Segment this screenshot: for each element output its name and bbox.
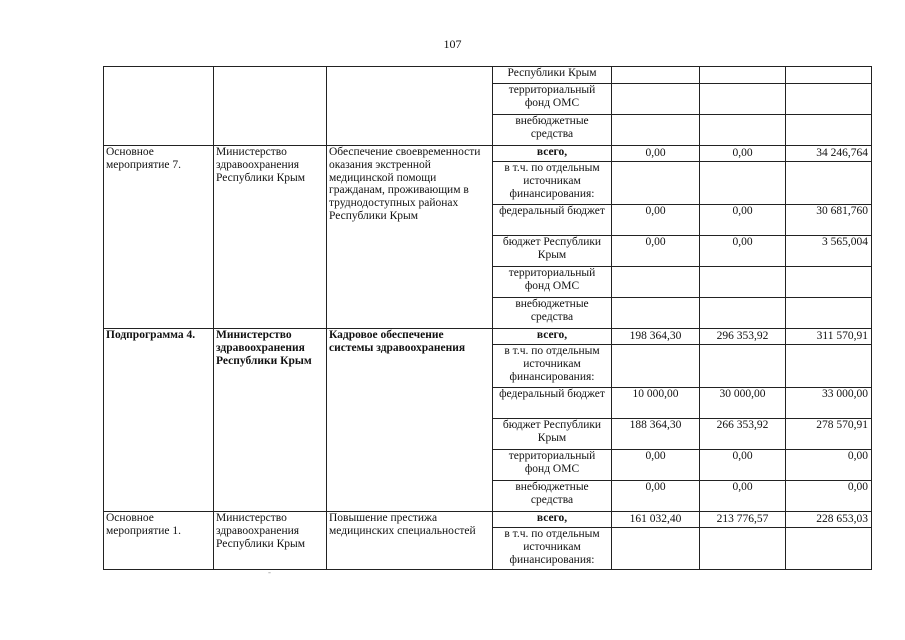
m7-total-2023: 0,00 xyxy=(700,146,786,162)
value-cell xyxy=(700,267,786,298)
value-cell xyxy=(700,298,786,329)
value-cell xyxy=(700,115,786,146)
p4-budget-rk-2023: 266 353,92 xyxy=(700,419,786,450)
cell-title xyxy=(327,67,493,146)
value-cell xyxy=(786,528,872,570)
p4-extra-2023: 0,00 xyxy=(700,481,786,512)
value-cell xyxy=(786,115,872,146)
p4-federal-2023: 30 000,00 xyxy=(700,388,786,419)
m1-total-label: всего, xyxy=(493,512,612,528)
p4-total-2022: 198 364,30 xyxy=(612,329,700,345)
value-cell xyxy=(612,162,700,205)
m7-incl-label: в т.ч. по отдельным источникам финансирования: xyxy=(493,162,612,205)
m7-name: Основное мероприятие 7. xyxy=(104,146,214,329)
p4-federal-2024: 33 000,00 xyxy=(786,388,872,419)
p4-title: Кадровое обеспечение системы здравоохранения xyxy=(327,329,493,512)
m1-title: Повышение престижа медицинских специальностей xyxy=(327,512,493,570)
value-cell xyxy=(612,84,700,115)
p4-extra-label: внебюджетные средства xyxy=(493,481,612,512)
value-cell xyxy=(700,162,786,205)
m7-total-2022: 0,00 xyxy=(612,146,700,162)
value-cell xyxy=(700,345,786,388)
p4-extra-2024: 0,00 xyxy=(786,481,872,512)
m7-total-2024: 34 246,764 xyxy=(786,146,872,162)
financing-table xyxy=(103,66,872,570)
value-cell xyxy=(612,267,700,298)
p4-budget-rk-2024: 278 570,91 xyxy=(786,419,872,450)
m7-budget-rk-2023: 0,00 xyxy=(700,236,786,267)
value-cell xyxy=(786,67,872,84)
source-budget-rk-cont: Республики Крым xyxy=(493,67,612,84)
value-cell xyxy=(612,67,700,84)
m7-extra-label: внебюджетные средства xyxy=(493,298,612,329)
value-cell xyxy=(786,345,872,388)
m7-budget-rk-2022: 0,00 xyxy=(612,236,700,267)
m7-title: Обеспечение своевременности оказания экстренной медицинской помощи гражданам, проживающим в труднодоступных районах Республики Крым xyxy=(327,146,493,329)
cell-executor xyxy=(214,67,327,146)
m7-federal-2022: 0,00 xyxy=(612,205,700,236)
table-row xyxy=(104,67,872,84)
m1-total-2023: 213 776,57 xyxy=(700,512,786,528)
value-cell xyxy=(786,162,872,205)
value-cell xyxy=(700,84,786,115)
value-cell xyxy=(786,84,872,115)
value-cell xyxy=(612,115,700,146)
p4-tfoms-label: территориальный фонд ОМС xyxy=(493,450,612,481)
table-row xyxy=(104,146,872,162)
source-extra: внебюджетные средства xyxy=(493,115,612,146)
p4-total-2023: 296 353,92 xyxy=(700,329,786,345)
value-cell xyxy=(612,345,700,388)
value-cell xyxy=(786,298,872,329)
p4-incl-label: в т.ч. по отдельным источникам финансирования: xyxy=(493,345,612,388)
value-cell xyxy=(612,298,700,329)
m7-executor: Министерство здравоохранения Республики Крым xyxy=(214,146,327,329)
p4-extra-2022: 0,00 xyxy=(612,481,700,512)
m7-budget-rk-2024: 3 565,004 xyxy=(786,236,872,267)
value-cell xyxy=(786,267,872,298)
m1-total-2024: 228 653,03 xyxy=(786,512,872,528)
margin-mark: - xyxy=(268,567,271,577)
m7-tfoms-label: территориальный фонд ОМС xyxy=(493,267,612,298)
p4-tfoms-2023: 0,00 xyxy=(700,450,786,481)
value-cell xyxy=(700,528,786,570)
p4-tfoms-2024: 0,00 xyxy=(786,450,872,481)
m1-name: Основное мероприятие 1. xyxy=(104,512,214,570)
m1-total-2022: 161 032,40 xyxy=(612,512,700,528)
m1-executor: Министерство здравоохранения Республики Крым xyxy=(214,512,327,570)
p4-federal-label: федеральный бюджет xyxy=(493,388,612,419)
source-tfoms: территориальный фонд ОМС xyxy=(493,84,612,115)
p4-federal-2022: 10 000,00 xyxy=(612,388,700,419)
table-row xyxy=(104,512,872,528)
table-row xyxy=(104,329,872,345)
m1-incl-label: в т.ч. по отдельным источникам финансирования: xyxy=(493,528,612,570)
m7-federal-2023: 0,00 xyxy=(700,205,786,236)
p4-tfoms-2022: 0,00 xyxy=(612,450,700,481)
m7-federal-2024: 30 681,760 xyxy=(786,205,872,236)
m7-total-label: всего, xyxy=(493,146,612,162)
p4-budget-rk-2022: 188 364,30 xyxy=(612,419,700,450)
value-cell xyxy=(612,528,700,570)
p4-name: Подпрограмма 4. xyxy=(104,329,214,512)
m7-budget-rk-label: бюджет Республики Крым xyxy=(493,236,612,267)
p4-executor: Министерство здравоохранения Республики Крым xyxy=(214,329,327,512)
p4-total-label: всего, xyxy=(493,329,612,345)
value-cell xyxy=(700,67,786,84)
page-number: 107 xyxy=(443,37,462,51)
p4-total-2024: 311 570,91 xyxy=(786,329,872,345)
cell-name xyxy=(104,67,214,146)
m7-federal-label: федеральный бюджет xyxy=(493,205,612,236)
p4-budget-rk-label: бюджет Республики Крым xyxy=(493,419,612,450)
